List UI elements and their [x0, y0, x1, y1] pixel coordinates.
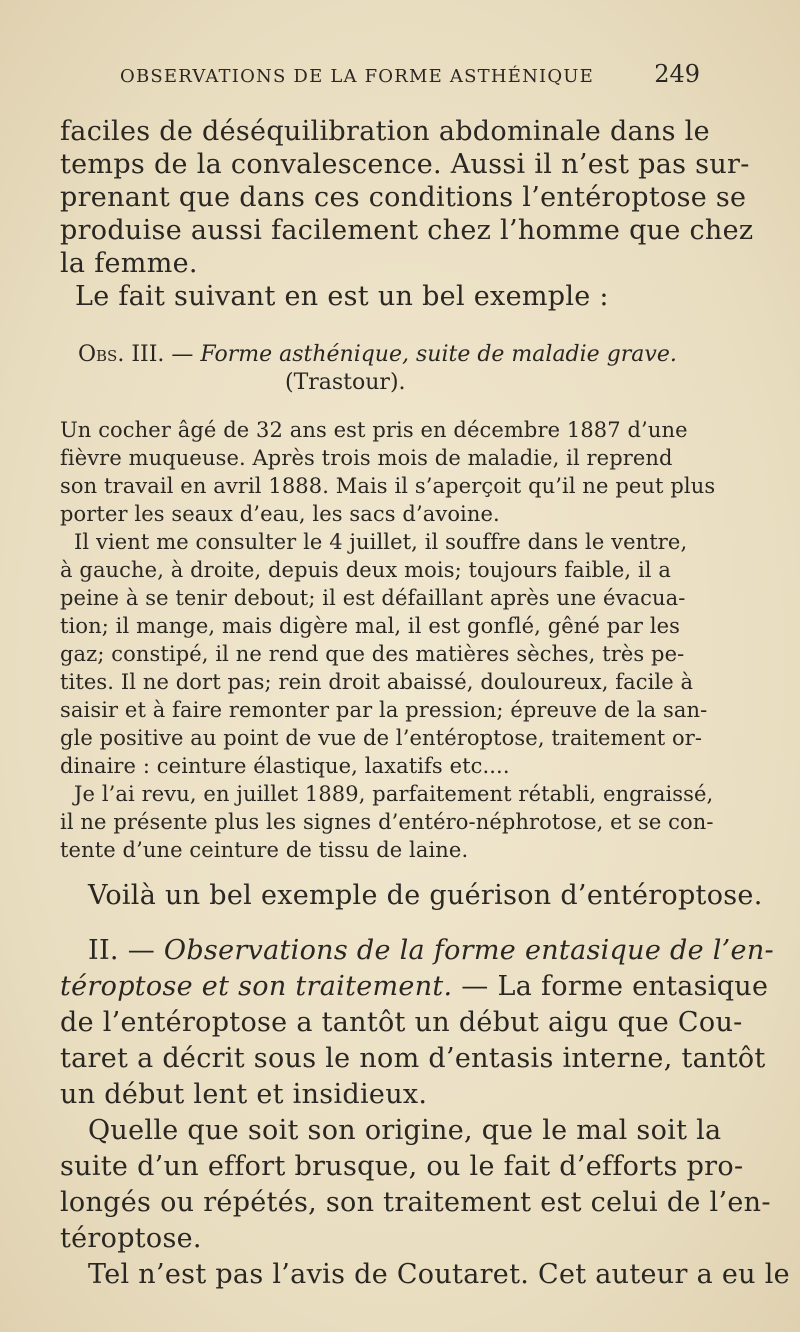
text-line: temps de la convalescence. Aussi il n’est pas sur-: [60, 149, 750, 180]
case-line: peine à se tenir debout; il est défaillant après une évacua-: [60, 586, 686, 610]
case-line: tion; il mange, mais digère mal, il est gonflé, gêné par les: [60, 614, 681, 638]
text-line: suite d’un effort brusque, ou le fait d’efforts pro-: [60, 1151, 744, 1182]
case-line: il ne présente plus les signes d’entéro-néphrotose, et se con-: [60, 810, 714, 834]
case-line: tente d’une ceinture de tissu de laine.: [60, 838, 469, 862]
text-line: taret a décrit sous le nom d’entasis interne, tantôt: [60, 1043, 766, 1074]
case-line: gle positive au point de vue de l’entéroptose, traitement or-: [60, 726, 703, 750]
text-line: la femme.: [60, 248, 198, 279]
case-line: dinaire : ceinture élastique, laxatifs etc....: [60, 754, 510, 778]
text-line: longés ou répétés, son traitement est celui de l’en-: [60, 1187, 771, 1218]
section-number: II. —: [88, 935, 155, 966]
case-line: porter les seaux d’eau, les sacs d’avoine.: [60, 502, 500, 526]
case-line: Il vient me consulter le 4 juillet, il souffre dans le ventre,: [74, 530, 688, 554]
observation-title: Forme asthénique, suite de maladie grave.: [200, 342, 677, 367]
case-line: Je l’ai revu, en juillet 1889, parfaitement rétabli, engraissé,: [74, 782, 714, 806]
text-line: Tel n’est pas l’avis de Coutaret. Cet auteur a eu le: [88, 1259, 790, 1290]
section-heading-line: [60, 971, 768, 1002]
conclusion-line: Voilà un bel exemple de guérison d’entéroptose.: [88, 880, 763, 911]
observation-heading: [78, 342, 677, 367]
case-line: tites. Il ne dort pas; rein droit abaissé, douloureux, facile à: [60, 670, 694, 694]
running-title: OBSERVATIONS DE LA FORME ASTHÉNIQUE: [120, 66, 594, 87]
text-line: Le fait suivant en est un bel exemple :: [75, 281, 609, 312]
text-line: produise aussi facilement chez l’homme que chez: [60, 215, 754, 246]
section-title: Observations de la forme entasique de l’en-: [163, 935, 774, 966]
text-line: faciles de déséquilibration abdominale dans le: [60, 116, 710, 147]
text-line: de l’entéroptose a tantôt un début aigu que Cou-: [60, 1007, 743, 1038]
text-line: un début lent et insidieux.: [60, 1079, 428, 1110]
case-line: Un cocher âgé de 32 ans est pris en décembre 1887 d’une: [60, 418, 688, 442]
case-line: son travail en avril 1888. Mais il s’aperçoit qu’il ne peut plus: [60, 474, 716, 498]
text-line: téroptose.: [60, 1223, 202, 1254]
text-line: Quelle que soit son origine, que le mal soit la: [88, 1115, 722, 1146]
page-header: [120, 60, 700, 96]
case-line: gaz; constipé, il ne rend que des matières sèches, très pe-: [60, 642, 685, 666]
page-number: 249: [654, 60, 700, 88]
case-line: à gauche, à droite, depuis deux mois; toujours faible, il a: [60, 558, 671, 582]
observation-source: (Trastour).: [285, 370, 406, 395]
case-line: saisir et à faire remonter par la pression; épreuve de la san-: [60, 698, 708, 722]
section-text: — La forme entasique: [452, 971, 769, 1002]
section-title-continued: téroptose et son traitement.: [60, 971, 453, 1002]
case-line: fièvre muqueuse. Après trois mois de maladie, il reprend: [60, 446, 673, 470]
observation-label: Obs. III. —: [78, 342, 194, 367]
text-line: prenant que dans ces conditions l’entéroptose se: [60, 182, 747, 213]
section-heading-line: [88, 935, 774, 966]
